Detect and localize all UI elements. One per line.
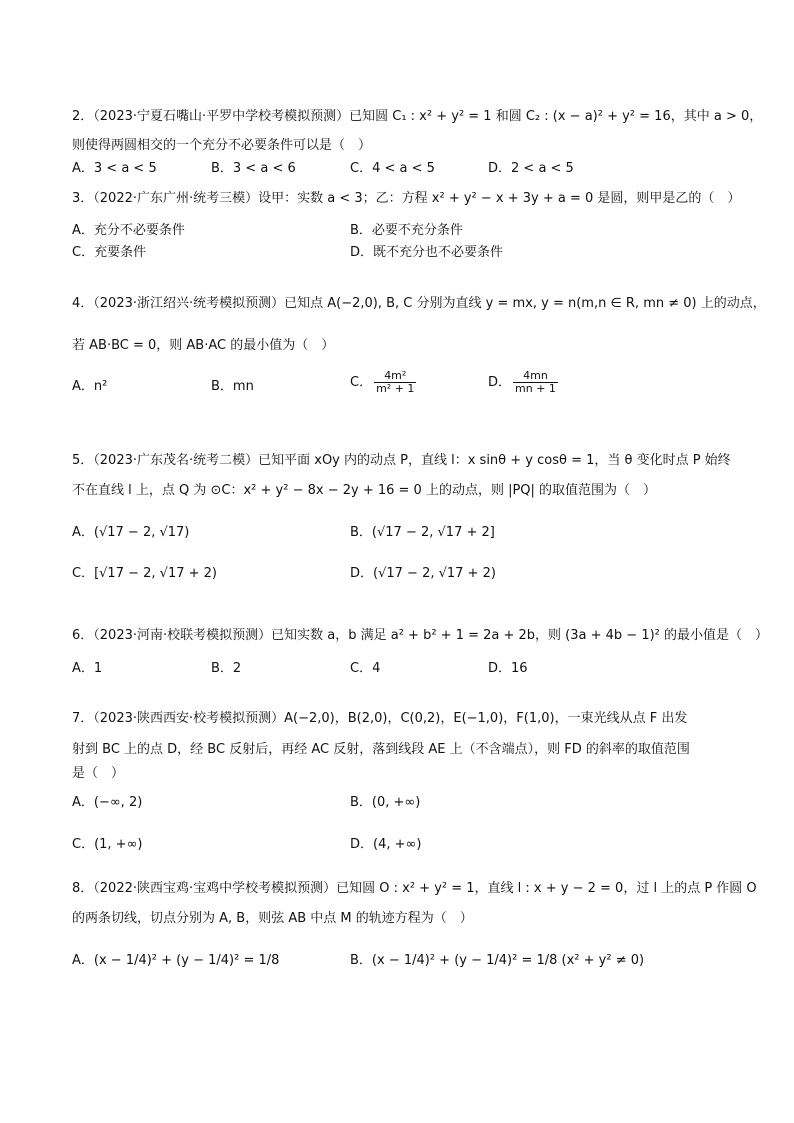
q4-option-d-denominator: mn + 1 (515, 382, 556, 395)
q5-option-b: B．(√17 − 2, √17 + 2] (350, 525, 495, 540)
q4-stem-line1: 4．（2023·浙江绍兴·统考模拟预测）已知点 A(−2,0), B, C 分别为直线 y = mx, y = n(m,n ∈ R, mn ≠ 0) 上的动点， (72, 296, 766, 311)
q2-option-b: B．3 < a < 6 (211, 161, 296, 176)
q3-option-c: C．充要条件 (72, 245, 147, 260)
q3-option-b: B．必要不充分条件 (350, 223, 463, 238)
q4-option-a: A．n² (72, 379, 108, 394)
q8-stem-line1: 8．（2022·陕西宝鸡·宝鸡中学校考模拟预测）已知圆 O : x² + y² = 1，直线 l : x + y − 2 = 0，过 l 上的点 P 作圆 O (72, 881, 757, 896)
q4-option-d-fraction (513, 370, 558, 395)
q2-option-c: C．4 < a < 5 (350, 161, 435, 176)
q4-option-c (350, 370, 418, 395)
q2-stem-line2: 则使得两圆相交的一个充分不必要条件可以是（ ） (72, 138, 372, 153)
q7-stem-line2: 射到 BC 上的点 D，经 BC 反射后，再经 AC 反射，落到线段 AE 上（不含端点），则 FD 的斜率的取值范围 (72, 742, 690, 757)
q2-option-d: D．2 < a < 5 (488, 161, 574, 176)
q5-option-a: A．(√17 − 2, √17) (72, 525, 190, 540)
q7-stem-line3: 是（ ） (72, 766, 125, 781)
q4-option-b: B．mn (211, 379, 254, 394)
q4-option-d (488, 370, 560, 395)
q6-stem-line1: 6．（2023·河南·校联考模拟预测）已知实数 a，b 满足 a² + b² + 1 = 2a + 2b，则 (3a + 4b − 1)² 的最小值是（ ） (72, 628, 769, 643)
q7-option-d: D．(4, +∞) (350, 837, 422, 852)
q4-option-c-label: C． (350, 375, 373, 390)
q6-option-d: D．16 (488, 661, 528, 676)
q5-stem-line1: 5．（2023·广东茂名·统考二模）已知平面 xOy 内的动点 P，直线 l：x sinθ + y cosθ = 1，当 θ 变化时点 P 始终 (72, 453, 731, 468)
q7-option-b: B．(0, +∞) (350, 795, 421, 810)
q3-option-a: A．充分不必要条件 (72, 223, 185, 238)
q7-option-c: C．(1, +∞) (72, 837, 143, 852)
q4-option-c-denominator: m² + 1 (376, 382, 415, 395)
q5-option-d: D．(√17 − 2, √17 + 2) (350, 566, 496, 581)
q2-stem-line1: 2．（2023·宁夏石嘴山·平罗中学校考模拟预测）已知圆 C₁ : x² + y² = 1 和圆 C₂ : (x − a)² + y² = 16，其中 a > 0， (72, 109, 763, 124)
q6-option-b: B．2 (211, 661, 242, 676)
q6-option-a: A．1 (72, 661, 103, 676)
q8-option-a: A．(x − 1/4)² + (y − 1/4)² = 1/8 (72, 953, 280, 968)
q5-option-c: C．[√17 − 2, √17 + 2) (72, 566, 217, 581)
q4-stem-line2: 若 AB·BC = 0，则 AB·AC 的最小值为（ ） (72, 338, 335, 353)
q3-option-d: D．既不充分也不必要条件 (350, 245, 504, 260)
q4-option-d-label: D． (488, 375, 512, 390)
q7-option-a: A．(−∞, 2) (72, 795, 143, 810)
q7-stem-line1: 7．（2023·陕西西安·校考模拟预测）A(−2,0)，B(2,0)，C(0,2)，E(−1,0)，F(1,0)，一束光线从点 F 出发 (72, 711, 688, 726)
q4-option-d-numerator: 4mn (513, 370, 558, 383)
q4-option-c-numerator: 4m² (374, 370, 416, 383)
q5-stem-line2: 不在直线 l 上，点 Q 为 ⊙C：x² + y² − 8x − 2y + 16 = 0 上的动点，则 |PQ| 的取值范围为（ ） (72, 483, 657, 498)
q4-option-c-fraction (374, 370, 416, 395)
q2-option-a: A．3 < a < 5 (72, 161, 157, 176)
q3-stem-line1: 3．（2022·广东广州·统考三模）设甲：实数 a < 3；乙：方程 x² + y² − x + 3y + a = 0 是圆，则甲是乙的（ ） (72, 191, 741, 206)
q8-option-b: B．(x − 1/4)² + (y − 1/4)² = 1/8 (x² + y² ≠ 0) (350, 953, 645, 968)
q6-option-c: C．4 (350, 661, 381, 676)
q8-stem-line2: 的两条切线，切点分别为 A, B，则弦 AB 中点 M 的轨迹方程为（ ） (72, 911, 473, 926)
